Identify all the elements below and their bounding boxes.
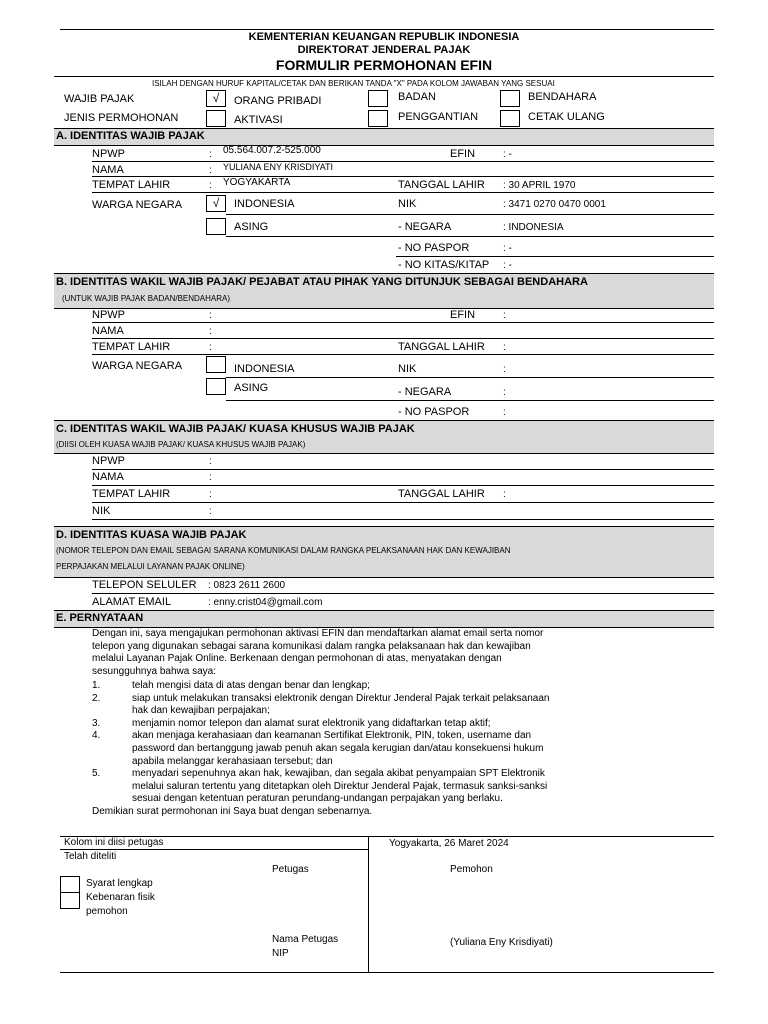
section-a-title: A. IDENTITAS WAJIB PAJAK: [56, 130, 205, 142]
d-telepon-value[interactable]: : 0823 2611 2600: [208, 580, 286, 591]
section-a-header: [54, 128, 714, 146]
a-warga-negara-label: WARGA NEGARA: [92, 199, 183, 211]
a-tanggal-lahir-label: TANGGAL LAHIR: [398, 179, 485, 191]
b-tempat-lahir-label: TEMPAT LAHIR: [92, 341, 171, 353]
list-item: 3. menjamin nomor telepon dan alamat surat elektronik yang didaftarkan tetap aktif;: [92, 717, 491, 729]
b-efin-label: EFIN: [450, 309, 476, 321]
a-no-kitas-label: - NO KITAS/KITAP: [398, 259, 490, 271]
a-no-paspor-label: - NO PASPOR: [398, 242, 470, 254]
a-nik-value[interactable]: : 3471 0270 0470 0001: [503, 199, 606, 210]
c-tempat-lahir-label: TEMPAT LAHIR: [92, 488, 171, 500]
section-c-subtitle: (DIISI OLEH KUASA WAJIB PAJAK/ KUASA KHUSUS WAJIB PAJAK): [56, 440, 306, 449]
c-nik-label: NIK: [92, 505, 111, 517]
badan-label: BADAN: [398, 91, 436, 103]
a-asing-checkbox[interactable]: [206, 218, 226, 235]
b-no-paspor-label: - NO PASPOR: [398, 406, 470, 418]
ministry-name: KEMENTERIAN KEUANGAN REPUBLIK INDONESIA: [248, 31, 520, 43]
section-d-header: [54, 526, 714, 578]
penggantian-label: PENGGANTIAN: [398, 111, 479, 123]
a-indonesia-label: INDONESIA: [234, 198, 295, 210]
petugas-column-title: Kolom ini diisi petugas: [64, 837, 164, 848]
section-d-title: D. IDENTITAS KUASA WAJIB PAJAK: [56, 529, 247, 541]
instruction-text: ISILAH DENGAN HURUF KAPITAL/CETAK DAN BERIKAN TANDA "X" PADA KOLOM JAWABAN YANG SESUAI: [152, 79, 555, 88]
b-nama-label: NAMA: [92, 325, 124, 337]
pemohon-name: (Yuliana Eny Krisdiyati): [450, 937, 553, 948]
section-e-header: [54, 610, 714, 628]
a-nik-label: NIK: [398, 198, 417, 210]
b-tanggal-lahir-label: TANGGAL LAHIR: [398, 341, 485, 353]
section-d-subtitle-2: PERPAJAKAN MELALUI LAYANAN PAJAK ONLINE): [56, 562, 245, 571]
a-negara-value[interactable]: : INDONESIA: [503, 222, 564, 233]
kebenaran-fisik-label: Kebenaran fisik: [86, 892, 155, 903]
a-efin-label: EFIN: [450, 148, 476, 160]
b-warga-negara-label: WARGA NEGARA: [92, 360, 183, 372]
syarat-lengkap-checkbox[interactable]: [60, 876, 80, 893]
statement-intro: Dengan ini, saya mengajukan permohonan aktivasi EFIN dan mendaftarkan alamat email serta nomor telepon yang digunakan sebagai sarana komunikasi dalam rangka pelaksanaan hak dan kewajiban melalui Layanan Pajak Online. Berkenaan dengan permohonan di atas, menyatakan dengan sesungguhnya bahwa saya:: [92, 628, 544, 677]
badan-checkbox[interactable]: [368, 90, 388, 107]
list-item: 2. siap untuk melakukan transaksi elektronik dengan Direktur Jenderal Pajak terkait pelaksanaan hak dan kewajiban perpajakan;: [92, 692, 550, 717]
b-asing-label: ASING: [234, 382, 269, 394]
a-nama-label: NAMA: [92, 164, 124, 176]
directorate-name: DIREKTORAT JENDERAL PAJAK: [297, 44, 471, 56]
a-asing-label: ASING: [234, 221, 269, 233]
place-date: Yogyakarta, 26 Maret 2024: [389, 838, 509, 849]
cetak-ulang-label: CETAK ULANG: [528, 111, 605, 123]
c-npwp-label: NPWP: [92, 455, 125, 467]
nama-petugas-label: Nama Petugas: [272, 934, 339, 945]
list-item: 1. telah mengisi data di atas dengan benar dan lengkap;: [92, 680, 370, 691]
orang-pribadi-label: ORANG PRIBADI: [234, 95, 322, 107]
a-npwp-value[interactable]: 05.564.007.2-525.000: [223, 145, 321, 156]
c-nama-label: NAMA: [92, 471, 124, 483]
a-tanggal-lahir-value[interactable]: : 30 APRIL 1970: [503, 180, 576, 191]
section-c-title: C. IDENTITAS WAKIL WAJIB PAJAK/ KUASA KHUSUS WAJIB PAJAK: [56, 423, 415, 435]
c-tanggal-lahir-label: TANGGAL LAHIR: [398, 488, 485, 500]
a-indonesia-checkbox[interactable]: √: [206, 195, 226, 212]
b-npwp-label: NPWP: [92, 309, 125, 321]
d-email-value[interactable]: : enny.crist04@gmail.com: [208, 597, 323, 608]
list-item: 4. akan menjaga kerahasiaan dan keamanan Sertifikat Elektronik, PIN, token, username dan password dan bertanggung jawab penuh akan segala kerugian dan/atau konsekuensi hukum apabila melanggar kerahasiaan tersebut; dan: [92, 730, 544, 767]
a-tempat-lahir-label: TEMPAT LAHIR: [92, 179, 171, 191]
pemohon-label: Pemohon: [450, 864, 493, 875]
petugas-label: Petugas: [272, 864, 309, 875]
b-asing-checkbox[interactable]: [206, 378, 226, 395]
a-no-kitas-value[interactable]: : -: [503, 260, 512, 271]
telah-diteliti-label: Telah diteliti: [64, 851, 117, 862]
d-email-label: ALAMAT EMAIL: [92, 596, 172, 608]
a-tempat-lahir-value[interactable]: YOGYAKARTA: [223, 177, 291, 188]
section-e-title: E. PERNYATAAN: [56, 612, 144, 624]
wajib-pajak-label: WAJIB PAJAK: [64, 93, 135, 105]
aktivasi-checkbox[interactable]: [206, 110, 226, 127]
form-title: FORMULIR PERMOHONAN EFIN: [275, 57, 493, 73]
bendahara-checkbox[interactable]: [500, 90, 520, 107]
section-b-subtitle: (UNTUK WAJIB PAJAK BADAN/BENDAHARA): [62, 294, 231, 303]
a-nama-value[interactable]: YULIANA ENY KRISDIYATI: [223, 162, 334, 172]
syarat-lengkap-label: Syarat lengkap: [86, 878, 153, 889]
list-item: 5. menyadari sepenuhnya akan hak, kewajiban, dan segala akibat penyampaian SPT Elektronik melalui saluran tertentu yang ditetapkan oleh Direktur Jenderal Pajak, termasuk sanksi-sanksi sesuai dengan ketentuan peraturan perundang-undangan perpajakan yang berlaku.: [92, 768, 548, 805]
b-nik-label: NIK: [398, 363, 417, 375]
bendahara-label: BENDAHARA: [528, 91, 597, 103]
d-telepon-label: TELEPON SELULER: [92, 579, 197, 591]
aktivasi-label: AKTIVASI: [234, 114, 283, 126]
a-no-paspor-value[interactable]: : -: [503, 243, 512, 254]
b-indonesia-checkbox[interactable]: [206, 356, 226, 373]
a-negara-label: - NEGARA: [398, 221, 452, 233]
nip-label: NIP: [272, 948, 289, 959]
b-indonesia-label: INDONESIA: [234, 363, 295, 375]
orang-pribadi-checkbox[interactable]: √: [206, 90, 226, 107]
penggantian-checkbox[interactable]: [368, 110, 388, 127]
b-negara-label: - NEGARA: [398, 386, 452, 398]
section-b-title: B. IDENTITAS WAKIL WAJIB PAJAK/ PEJABAT ATAU PIHAK YANG DITUNJUK SEBAGAI BENDAHARA: [56, 276, 588, 288]
statement-list: [92, 680, 549, 819]
kebenaran-fisik-checkbox[interactable]: [60, 892, 80, 909]
a-efin-value[interactable]: : -: [503, 149, 512, 160]
jenis-permohonan-label: JENIS PERMOHONAN: [64, 112, 179, 124]
section-c-header: [54, 420, 714, 454]
kebenaran-pemohon-label: pemohon: [86, 906, 128, 917]
section-b-header: [54, 273, 714, 309]
cetak-ulang-checkbox[interactable]: [500, 110, 520, 127]
section-d-subtitle-1: (NOMOR TELEPON DAN EMAIL SEBAGAI SARANA KOMUNIKASI DALAM RANGKA PELAKSANAAN HAK DAN KEWAJIBAN: [56, 546, 511, 555]
statement-closing: Demikian surat permohonan ini Saya buat dengan sebenarnya.: [92, 805, 373, 817]
a-npwp-label: NPWP: [92, 148, 125, 160]
